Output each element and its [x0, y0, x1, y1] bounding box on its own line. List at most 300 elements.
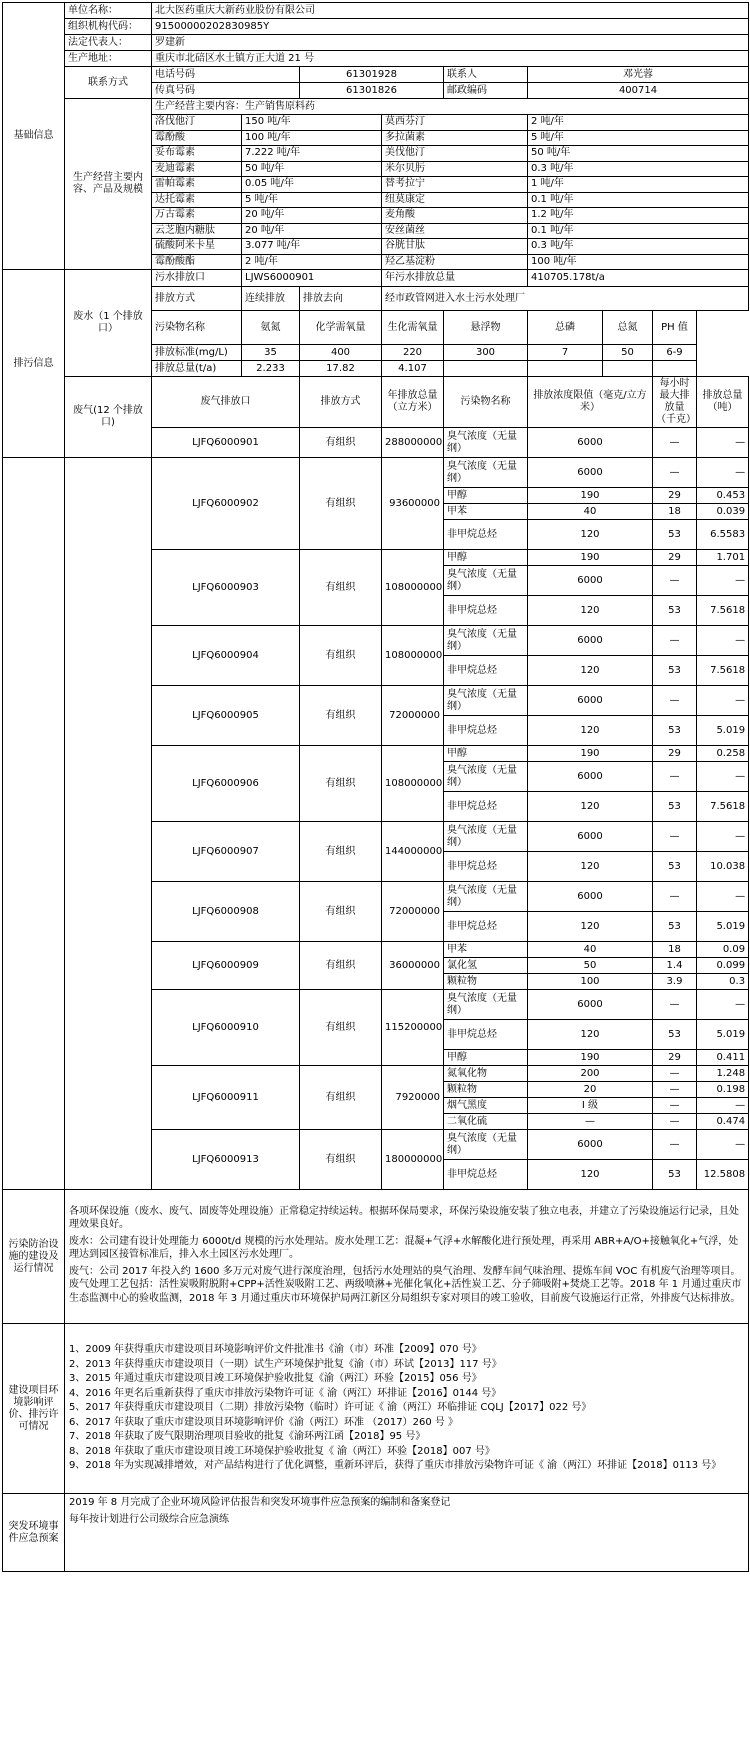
company-info-table: [2, 2, 749, 1572]
water-pollutant: 化学需氧量: [300, 311, 382, 345]
water-total: 2.233: [242, 361, 300, 377]
zip-value: 400714: [528, 83, 749, 99]
gas-hourly-max: —: [653, 1066, 697, 1082]
water-pollutant: PH 值: [653, 311, 697, 345]
product-quantity: 1.2 吨/年: [528, 208, 749, 224]
product-quantity: 0.05 吨/年: [242, 177, 382, 193]
water-total: [603, 361, 653, 377]
gas-hourly-max: 53: [653, 792, 697, 822]
gas-hourly-max: —: [653, 566, 697, 596]
product-quantity: 100 吨/年: [242, 130, 382, 146]
gas-total: 0.474: [697, 1114, 749, 1130]
water-standard: 35: [242, 345, 300, 361]
gas-volume: 108000000: [382, 746, 444, 822]
orgcode-label: 组织机构代码：: [65, 19, 152, 35]
gas-total: 5.019: [697, 912, 749, 942]
gas-limit: 190: [528, 488, 653, 504]
water-standard: 400: [300, 345, 382, 361]
gas-method: 有组织: [300, 882, 382, 942]
gas-total: 0.099: [697, 958, 749, 974]
emergency-text: [65, 1494, 749, 1572]
table-row: [3, 377, 749, 428]
method-value: 连续排放: [242, 287, 300, 311]
gas-limit: 20: [528, 1082, 653, 1098]
gas-header: 年排放总量（立方米）: [382, 377, 444, 428]
gas-pollutant: 臭气浓度（无量纲）: [444, 626, 528, 656]
fax-value: 61301826: [300, 83, 444, 99]
gas-pollutant: 颗粒物: [444, 974, 528, 990]
gas-hourly-max: —: [653, 1130, 697, 1160]
gas-hourly-max: 53: [653, 656, 697, 686]
gas-outlet-id: LJFQ6000909: [152, 942, 300, 990]
gas-pollutant: 非甲烷总烃: [444, 596, 528, 626]
gas-outlet-id: LJFQ6000902: [152, 458, 300, 550]
gas-volume: 180000000: [382, 1130, 444, 1190]
pollutant-header: 污染物名称: [152, 311, 242, 345]
contact-person-label: 联系人: [444, 67, 528, 83]
page: [0, 2, 750, 1749]
gas-method: 有组织: [300, 626, 382, 686]
annual-label: 年污水排放总量: [382, 270, 528, 287]
gas-method: 有组织: [300, 822, 382, 882]
address-label: 生产地址：: [65, 51, 152, 67]
gas-method: 有组织: [300, 428, 382, 458]
outlet-value: LJWS6000901: [242, 270, 382, 287]
product-name: 万古霉素: [152, 208, 242, 224]
gas-outlet-id: LJFQ6000903: [152, 550, 300, 626]
gas-header: 废气排放口: [152, 377, 300, 428]
gas-total: —: [697, 822, 749, 852]
gas-hourly-max: 1.4: [653, 958, 697, 974]
gas-hourly-max: 18: [653, 504, 697, 520]
paragraph: 废水：公司建有设计处理能力 6000t/d 规模的污水处理站。废水处理工艺：混凝+气浮+水解酸化进行预处理，再采用 ABR+A/O+接触氧化+气浮，处理达到园区接管标准后，排入水土园区污水处理厂。: [69, 1235, 739, 1261]
gas-total: 1.248: [697, 1066, 749, 1082]
method-label: 排放方式: [152, 287, 242, 311]
gas-hourly-max: —: [653, 428, 697, 458]
gas-method: 有组织: [300, 942, 382, 990]
gas-method: 有组织: [300, 1066, 382, 1130]
gas-total: 0.258: [697, 746, 749, 762]
gas-total: —: [697, 882, 749, 912]
gas-total: —: [697, 762, 749, 792]
product-quantity: 5 吨/年: [242, 192, 382, 208]
gas-volume: 93600000: [382, 458, 444, 550]
gas-hourly-max: —: [653, 990, 697, 1020]
gas-total: —: [697, 1130, 749, 1160]
gas-outlet-id: LJFQ6000904: [152, 626, 300, 686]
water-pollutant: 总磷: [528, 311, 603, 345]
gas-hourly-max: 53: [653, 1160, 697, 1190]
water-standard: 300: [444, 345, 528, 361]
gas-limit: 120: [528, 1160, 653, 1190]
destination-value: 经市政管网进入水土污水处理厂: [382, 287, 749, 311]
gas-limit: 6000: [528, 626, 653, 656]
product-name: 安丝菌丝: [382, 223, 528, 239]
gas-total: 10.038: [697, 852, 749, 882]
gas-pollutant: 非甲烷总烃: [444, 792, 528, 822]
gas-limit: 190: [528, 746, 653, 762]
gas-limit: 120: [528, 1020, 653, 1050]
gas-total: 5.019: [697, 1020, 749, 1050]
gas-limit: I 级: [528, 1098, 653, 1114]
gas-hourly-max: 29: [653, 488, 697, 504]
product-quantity: 50 吨/年: [242, 161, 382, 177]
gas-header: 每小时最大排放量（千克）: [653, 377, 697, 428]
gas-hourly-max: 53: [653, 520, 697, 550]
product-quantity: 20 吨/年: [242, 223, 382, 239]
gas-total: —: [697, 990, 749, 1020]
section-label-discharge: 排污信息: [3, 270, 65, 458]
gas-outlet-id: LJFQ6000913: [152, 1130, 300, 1190]
gas-volume: 108000000: [382, 626, 444, 686]
product-quantity: 5 吨/年: [528, 130, 749, 146]
water-total: [528, 361, 603, 377]
gas-pollutant: 臭气浓度（无量纲）: [444, 762, 528, 792]
gas-continuation: [65, 458, 152, 1190]
gas-pollutant: 甲醇: [444, 1050, 528, 1066]
gas-total: 7.5618: [697, 656, 749, 686]
product-name: 硫酸阿米卡星: [152, 239, 242, 255]
table-row: [3, 19, 749, 35]
list-item: 7、2018 年获取了废气限期治理项目验收的批复《渝环两江函【2018】95 号》: [69, 1431, 426, 1443]
gas-hourly-max: 29: [653, 1050, 697, 1066]
product-name: 妥布霉素: [152, 146, 242, 162]
gas-method: 有组织: [300, 1130, 382, 1190]
product-name: 美伐他汀: [382, 146, 528, 162]
gas-pollutant: 臭气浓度（无量纲）: [444, 822, 528, 852]
gas-outlet-id: LJFQ6000911: [152, 1066, 300, 1130]
table-row: [3, 51, 749, 67]
product-name: 替考拉宁: [382, 177, 528, 193]
product-quantity: 100 吨/年: [528, 254, 749, 270]
water-total: 17.82: [300, 361, 382, 377]
water-standard: 7: [528, 345, 603, 361]
gas-limit: 6000: [528, 822, 653, 852]
gas-pollutant: 甲醇: [444, 550, 528, 566]
gas-hourly-max: —: [653, 1082, 697, 1098]
contact-person-value: 邓光蓉: [528, 67, 749, 83]
product-quantity: 0.3 吨/年: [528, 161, 749, 177]
gas-limit: 6000: [528, 882, 653, 912]
gas-volume: 36000000: [382, 942, 444, 990]
gas-pollutant: 非甲烷总烃: [444, 1160, 528, 1190]
product-name: 雷帕霉素: [152, 177, 242, 193]
gas-hourly-max: —: [653, 1114, 697, 1130]
product-quantity: 0.1 吨/年: [528, 223, 749, 239]
list-item: 2、2013 年获得重庆市建设项目（一期）试生产环境保护批复《渝（市）环试【2013】117 号》: [69, 1358, 502, 1370]
table-row: [3, 1494, 749, 1572]
gas-outlet-id: LJFQ6000908: [152, 882, 300, 942]
gas-hourly-max: 53: [653, 596, 697, 626]
gas-pollutant: 非甲烷总烃: [444, 520, 528, 550]
product-quantity: 150 吨/年: [242, 115, 382, 131]
gas-outlet-id: LJFQ6000910: [152, 990, 300, 1066]
product-name: 达托霉素: [152, 192, 242, 208]
gas-hourly-max: 18: [653, 942, 697, 958]
legalrep-label: 法定代表人：: [65, 35, 152, 51]
paragraph: 每年按计划进行公司级综合应急演练: [69, 1513, 229, 1525]
product-quantity: 0.1 吨/年: [528, 192, 749, 208]
section-continuation: [3, 458, 65, 1190]
gas-total: 0.3: [697, 974, 749, 990]
gas-volume: 72000000: [382, 686, 444, 746]
gas-total: 7.5618: [697, 792, 749, 822]
gas-limit: 120: [528, 912, 653, 942]
product-name: 多拉菌素: [382, 130, 528, 146]
fax-label: 传真号码: [152, 83, 300, 99]
annual-value: 410705.178t/a: [528, 270, 749, 287]
gas-volume: 108000000: [382, 550, 444, 626]
gas-pollutant: 非甲烷总烃: [444, 656, 528, 686]
gas-pollutant: 非甲烷总烃: [444, 716, 528, 746]
gas-pollutant: 颗粒物: [444, 1082, 528, 1098]
water-pollutant: 生化需氧量: [382, 311, 444, 345]
gas-pollutant: 臭气浓度（无量纲）: [444, 882, 528, 912]
product-quantity: 7.222 吨/年: [242, 146, 382, 162]
gas-limit: 100: [528, 974, 653, 990]
pollution-control-label: 污染防治设施的建设及运行情况: [3, 1190, 65, 1324]
gas-limit: 190: [528, 550, 653, 566]
gas-limit: 6000: [528, 566, 653, 596]
water-pollutant: 氨氮: [242, 311, 300, 345]
gas-limit: 120: [528, 716, 653, 746]
section-label-basic: 基础信息: [3, 3, 65, 270]
gas-pollutant: 氯化氢: [444, 958, 528, 974]
table-row: [3, 67, 749, 83]
gas-pollutant: 臭气浓度（无量纲）: [444, 1130, 528, 1160]
gas-pollutant: 臭气浓度（无量纲）: [444, 566, 528, 596]
gas-hourly-max: 29: [653, 550, 697, 566]
gas-pollutant: 氮氧化物: [444, 1066, 528, 1082]
gas-header: 排放总量（吨）: [697, 377, 749, 428]
product-name: 米尔贝肟: [382, 161, 528, 177]
product-name: 麦角酸: [382, 208, 528, 224]
gas-limit: 190: [528, 1050, 653, 1066]
water-total: [653, 361, 697, 377]
gas-pollutant: 甲苯: [444, 504, 528, 520]
gas-pollutant: 非甲烷总烃: [444, 912, 528, 942]
gas-limit: 120: [528, 792, 653, 822]
product-name: 洛伐他汀: [152, 115, 242, 131]
water-pollutant: 悬浮物: [444, 311, 528, 345]
destination-label: 排放去向: [300, 287, 382, 311]
gas-limit: 6000: [528, 762, 653, 792]
gas-hourly-max: —: [653, 626, 697, 656]
list-item: 4、2016 年更名后重新获得了重庆市排放污染物许可证《 渝（两江）环排证【2016】0144 号》: [69, 1387, 502, 1399]
table-row: [3, 1324, 749, 1494]
water-standard: 6-9: [653, 345, 697, 361]
gas-total: 0.039: [697, 504, 749, 520]
gas-limit: 40: [528, 504, 653, 520]
gas-hourly-max: —: [653, 686, 697, 716]
gas-pollutant: 非甲烷总烃: [444, 1020, 528, 1050]
gas-total: 5.019: [697, 716, 749, 746]
gas-outlet-id: LJFQ6000905: [152, 686, 300, 746]
paragraph: 各项环保设施（废水、废气、固废等处理设施）正常稳定持续运转。根据环保局要求，环保污染设施安装了独立电表，并建立了污染设施运行记录，且处理效果良好。: [69, 1205, 739, 1231]
product-quantity: 20 吨/年: [242, 208, 382, 224]
gas-limit: 40: [528, 942, 653, 958]
gas-total: 0.453: [697, 488, 749, 504]
gas-hourly-max: —: [653, 458, 697, 488]
product-name: 谷胱甘肽: [382, 239, 528, 255]
products-label: 生产经营主要内容、产品及规模: [65, 99, 152, 270]
gas-total: —: [697, 626, 749, 656]
gas-hourly-max: —: [653, 762, 697, 792]
gas-hourly-max: 53: [653, 716, 697, 746]
product-name: 霉酚酸: [152, 130, 242, 146]
table-row: [3, 3, 749, 19]
gas-header: 排放浓度限值（毫克/立方米）: [528, 377, 653, 428]
gas-total: 0.198: [697, 1082, 749, 1098]
gas-pollutant: 非甲烷总烃: [444, 852, 528, 882]
gas-outlet-id: LJFQ6000907: [152, 822, 300, 882]
water-pollutant: 总氮: [603, 311, 653, 345]
gas-limit: 120: [528, 520, 653, 550]
gas-total: —: [697, 1098, 749, 1114]
gas-total: 7.5618: [697, 596, 749, 626]
water-total: [444, 361, 528, 377]
eia-items: [69, 1343, 744, 1474]
list-item: 8、2018 年获取了重庆市建设项目竣工环境保护验收批复《 渝（两江）环验【2018】007 号》: [69, 1445, 495, 1457]
gas-hourly-max: 53: [653, 1020, 697, 1050]
water-label: 废水（1 个排放口）: [65, 270, 152, 377]
gas-limit: 6000: [528, 458, 653, 488]
table-body: [3, 3, 749, 1572]
emergency-label: 突发环境事件应急预案: [3, 1494, 65, 1572]
gas-volume: 288000000: [382, 428, 444, 458]
product-name: 霉酚酸酯: [152, 254, 242, 270]
gas-header: 污染物名称: [444, 377, 528, 428]
outlet-label: 污水排放口: [152, 270, 242, 287]
product-name: 云芝胞内糖肽: [152, 223, 242, 239]
gas-hourly-max: 3.9: [653, 974, 697, 990]
product-name: 羟乙基淀粉: [382, 254, 528, 270]
gas-pollutant: 甲醇: [444, 488, 528, 504]
table-row: [3, 270, 749, 287]
gas-pollutant: 甲苯: [444, 942, 528, 958]
gas-total: —: [697, 566, 749, 596]
gas-pollutant: 臭气浓度（无量纲）: [444, 428, 528, 458]
gas-pollutant: 臭气浓度（无量纲）: [444, 990, 528, 1020]
gas-total: —: [697, 428, 749, 458]
gas-limit: —: [528, 1114, 653, 1130]
product-name: 纽莫康定: [382, 192, 528, 208]
gas-method: 有组织: [300, 458, 382, 550]
table-row: [3, 458, 749, 488]
legalrep-value: 罗建新: [152, 35, 749, 51]
gas-limit: 120: [528, 596, 653, 626]
total-header: 排放总量(t/a): [152, 361, 242, 377]
company-label: 单位名称：: [65, 3, 152, 19]
gas-volume: 115200000: [382, 990, 444, 1066]
products-heading: 生产经营主要内容：生产销售原料药: [152, 99, 749, 115]
product-name: 麦迪霉素: [152, 161, 242, 177]
table-row: [3, 99, 749, 115]
gas-pollutant: 臭气浓度（无量纲）: [444, 686, 528, 716]
gas-hourly-max: —: [653, 882, 697, 912]
list-item: 1、2009 年获得重庆市建设项目环境影响评价文件批准书《渝（市）环准【2009】070 号》: [69, 1344, 482, 1356]
gas-limit: 6000: [528, 686, 653, 716]
gas-volume: 72000000: [382, 882, 444, 942]
paragraph: 2019 年 8 月完成了企业环境风险评估报告和突发环境事件应急预案的编制和备案登记: [69, 1497, 451, 1508]
standard-header: 排放标准(mg/L): [152, 345, 242, 361]
list-item: 3、2015 年通过重庆市建设项目竣工环境保护验收批复《渝（两江）环验【2015】056 号》: [69, 1373, 482, 1385]
phone-label: 电话号码: [152, 67, 300, 83]
pollution-control-text: [65, 1190, 749, 1324]
gas-total: 6.5583: [697, 520, 749, 550]
gas-hourly-max: 53: [653, 912, 697, 942]
orgcode-value: 91500000202830985Y: [152, 19, 749, 35]
gas-total: 0.411: [697, 1050, 749, 1066]
water-standard: 220: [382, 345, 444, 361]
gas-limit: 50: [528, 958, 653, 974]
gas-volume: 7920000: [382, 1066, 444, 1130]
gas-pollutant: 二氧化硫: [444, 1114, 528, 1130]
water-total: 4.107: [382, 361, 444, 377]
product-quantity: 2 吨/年: [528, 115, 749, 131]
gas-total: 0.09: [697, 942, 749, 958]
gas-total: 1.701: [697, 550, 749, 566]
gas-limit: 120: [528, 852, 653, 882]
gas-hourly-max: 53: [653, 852, 697, 882]
gas-total: —: [697, 686, 749, 716]
gas-limit: 6000: [528, 1130, 653, 1160]
gas-outlet-id: LJFQ6000906: [152, 746, 300, 822]
gas-hourly-max: —: [653, 822, 697, 852]
list-item: 5、2017 年获得重庆市建设项目（二期）排放污染物（临时）许可证《 渝（两江）环临排证 CQLJ【2017】022 号》: [69, 1402, 592, 1414]
phone-value: 61301928: [300, 67, 444, 83]
gas-hourly-max: —: [653, 1098, 697, 1114]
address-value: 重庆市北碚区水土镇方正大道 21 号: [152, 51, 749, 67]
gas-pollutant: 烟气黑度: [444, 1098, 528, 1114]
list-item: 6、2017 年获取了重庆市建设项目环境影响评价《渝（两江）环准 （2017）260 号 》: [69, 1416, 459, 1428]
product-quantity: 2 吨/年: [242, 254, 382, 270]
gas-method: 有组织: [300, 686, 382, 746]
zip-label: 邮政编码: [444, 83, 528, 99]
gas-label: 废气(12 个排放口): [65, 377, 152, 458]
gas-limit: 200: [528, 1066, 653, 1082]
gas-pollutant: 甲醇: [444, 746, 528, 762]
product-quantity: 1 吨/年: [528, 177, 749, 193]
product-quantity: 50 吨/年: [528, 146, 749, 162]
gas-total: 12.5808: [697, 1160, 749, 1190]
gas-limit: 120: [528, 656, 653, 686]
list-item: 9、2018 年为实现减排增效，对产品结构进行了优化调整，重新环评后，获得了重庆市排放污染物许可证《 渝（两江）环排证【2018】0113 号》: [69, 1460, 722, 1472]
gas-total: —: [697, 458, 749, 488]
gas-method: 有组织: [300, 550, 382, 626]
table-row: [3, 35, 749, 51]
eia-label: 建设项目环境影响评价、排污许可情况: [3, 1324, 65, 1494]
gas-outlet-id: LJFQ6000901: [152, 428, 300, 458]
paragraph: 废气：公司 2017 年投入约 1600 多万元对废气进行深度治理，包括污水处理站的臭气治理、发酵车间气味治理、提炼车间 VOC 有机废气治理等项目。废气处理工艺包括：活性炭吸附脱附+CPP+活性炭吸附工艺、两级喷淋+光催化氧化+活性炭工艺、分子筛吸附+焚烧工艺等。2018 年 1 月通过重庆市生态监测中心的验收监测，2018 年 3 月通过重庆市环境保护局两江新区分局组织专家对项目的竣工验收，目前废气设施运行正常，外排废气达标排放。: [69, 1265, 742, 1304]
gas-method: 有组织: [300, 990, 382, 1066]
gas-limit: 6000: [528, 428, 653, 458]
contact-label: 联系方式: [65, 67, 152, 99]
gas-volume: 144000000: [382, 822, 444, 882]
gas-limit: 6000: [528, 990, 653, 1020]
gas-pollutant: 臭气浓度（无量纲）: [444, 458, 528, 488]
gas-hourly-max: 29: [653, 746, 697, 762]
table-row: [3, 1190, 749, 1324]
product-quantity: 3.077 吨/年: [242, 239, 382, 255]
gas-header: 排放方式: [300, 377, 382, 428]
product-quantity: 0.3 吨/年: [528, 239, 749, 255]
eia-list: [65, 1324, 749, 1494]
company-value: 北大医药重庆大新药业股份有限公司: [152, 3, 749, 19]
gas-method: 有组织: [300, 746, 382, 822]
product-name: 莫西芬汀: [382, 115, 528, 131]
water-standard: 50: [603, 345, 653, 361]
